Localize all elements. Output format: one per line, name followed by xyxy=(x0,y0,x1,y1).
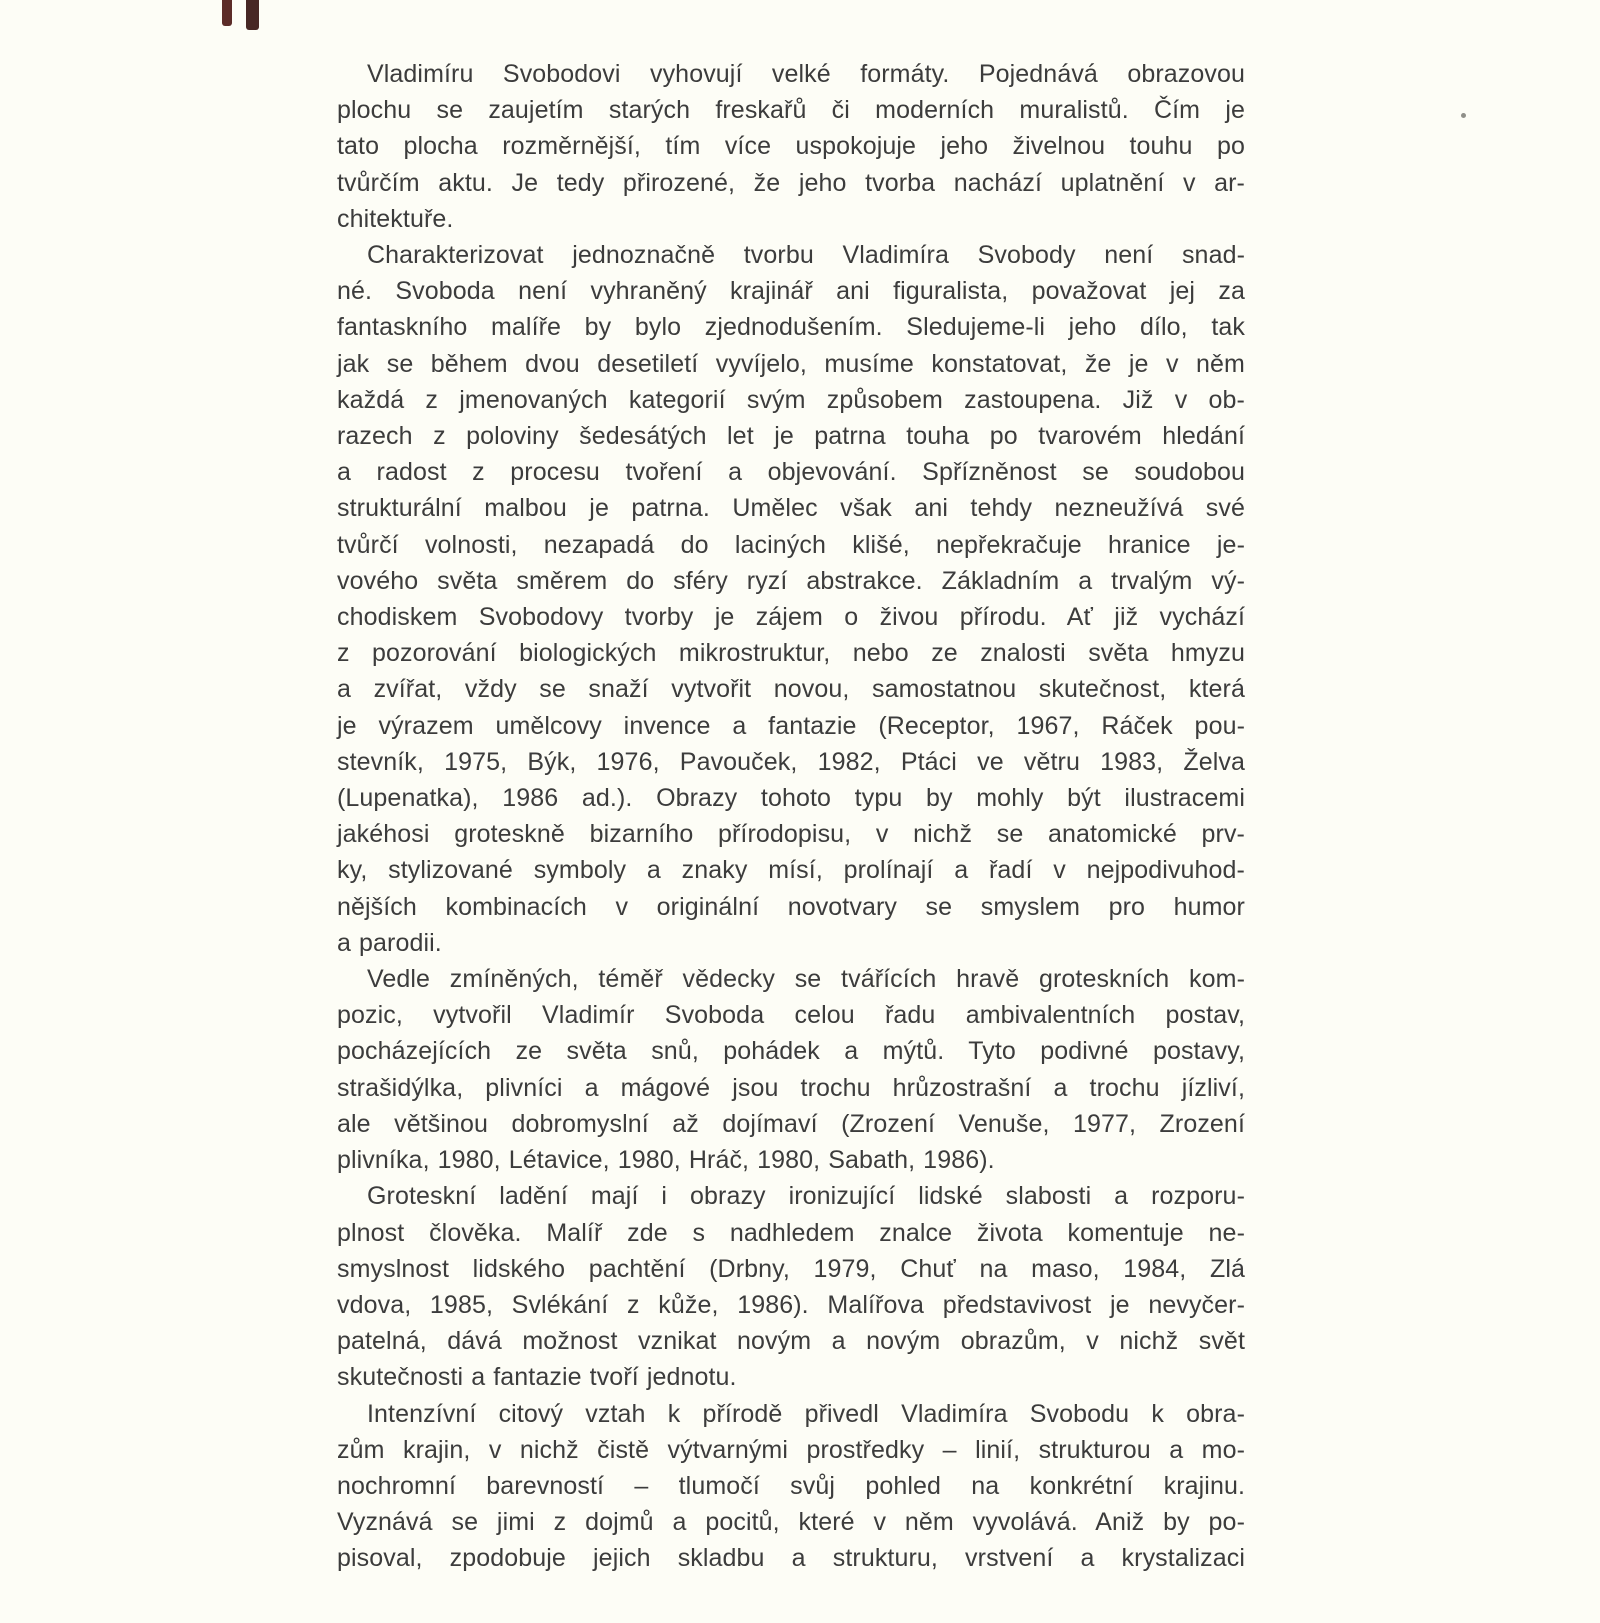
text-line: Intenzívní citový vztah k přírodě přivedl Vladimíra Svobodu k obra- xyxy=(367,1399,1245,1428)
text-line: a zvířat, vždy se snaží vytvořit novou, samostatnou skutečnost, která xyxy=(337,675,1245,704)
text-line: zům krajin, v nichž čistě výtvarnými prostředky – linií, strukturou a mo- xyxy=(337,1435,1245,1464)
text-line: chitektuře. xyxy=(337,204,454,233)
text-line: patelná, dává možnost vznikat novým a novým obrazům, v nichž svět xyxy=(337,1327,1245,1356)
text-line: každá z jmenovaných kategorií svým způsobem zastoupena. Již v ob- xyxy=(337,385,1245,414)
body-text-block xyxy=(337,56,1245,1577)
paragraph xyxy=(337,56,1245,237)
paragraph xyxy=(337,1396,1245,1577)
text-line: ky, stylizované symboly a znaky mísí, prolínají a řadí v nejpodivuhod- xyxy=(337,856,1245,885)
text-line: tvůrčím aktu. Je tedy přirozené, že jeho tvorba nachází uplatnění v ar- xyxy=(337,168,1245,197)
text-line: Vedle zmíněných, téměř vědecky se tvářících hravě groteskních kom- xyxy=(367,965,1245,994)
text-line: chodiskem Svobodovy tvorby je zájem o živou přírodu. Ať již vychází xyxy=(337,603,1245,632)
scan-artifact-dot xyxy=(1461,113,1466,118)
text-line: stevník, 1975, Býk, 1976, Pavouček, 1982, Ptáci ve větru 1983, Želva xyxy=(337,747,1245,776)
text-line: smyslnost lidského pachtění (Drbny, 1979, Chuť na maso, 1984, Zlá xyxy=(337,1254,1245,1283)
text-line: pocházejících ze světa snů, pohádek a mýtů. Tyto podivné postavy, xyxy=(337,1037,1245,1066)
text-line: nochromní barevností – tlumočí svůj pohled na konkrétní krajinu. xyxy=(337,1471,1245,1500)
text-line: Charakterizovat jednoznačně tvorbu Vladimíra Svobody není snad- xyxy=(367,241,1245,270)
text-line: z pozorování biologických mikrostruktur, nebo ze znalosti světa hmyzu xyxy=(337,639,1245,668)
text-line: (Lupenatka), 1986 ad.). Obrazy tohoto typu by mohly být ilustracemi xyxy=(337,784,1245,813)
text-line: Groteskní ladění mají i obrazy ironizující lidské slabosti a rozporu- xyxy=(367,1182,1245,1211)
text-line: plivníka, 1980, Létavice, 1980, Hráč, 1980, Sabath, 1986). xyxy=(337,1146,995,1175)
paragraph xyxy=(337,237,1245,961)
text-line: nějších kombinacích v originální novotvary se smyslem pro humor xyxy=(337,892,1245,921)
text-line: jak se během dvou desetiletí vyvíjelo, musíme konstatovat, že je v něm xyxy=(337,349,1245,378)
scan-artifact-mark xyxy=(222,0,232,26)
text-line: je výrazem umělcovy invence a fantazie (Receptor, 1967, Ráček pou- xyxy=(337,711,1245,740)
text-line: tvůrčí volnosti, nezapadá do laciných klišé, nepřekračuje hranice je- xyxy=(337,530,1245,559)
text-line: Vyznává se jimi z dojmů a pocitů, které v něm vyvolává. Aniž by po- xyxy=(337,1508,1245,1537)
text-line: tato plocha rozměrnější, tím více uspokojuje jeho živelnou touhu po xyxy=(337,132,1245,161)
text-line: ale většinou dobromyslní až dojímaví (Zrození Venuše, 1977, Zrození xyxy=(337,1109,1245,1138)
text-line: fantaskního malíře by bylo zjednodušením. Sledujeme-li jeho dílo, tak xyxy=(337,313,1245,342)
paragraph xyxy=(337,1178,1245,1395)
text-line: strašidýlka, plivníci a mágové jsou trochu hrůzostrašní a trochu jízliví, xyxy=(337,1073,1245,1102)
text-line: a radost z procesu tvoření a objevování. Spřízněnost se soudobou xyxy=(337,458,1245,487)
text-line: strukturální malbou je patrna. Umělec však ani tehdy nezneužívá své xyxy=(337,494,1245,523)
text-line: pisoval, zpodobuje jejich skladbu a strukturu, vrstvení a krystalizaci xyxy=(337,1544,1245,1573)
text-line: jakéhosi groteskně bizarního přírodopisu, v nichž se anatomické prv- xyxy=(337,820,1245,849)
text-line: né. Svoboda není vyhraněný krajinář ani figuralista, považovat jej za xyxy=(337,277,1245,306)
text-line: plochu se zaujetím starých freskařů či moderních muralistů. Čím je xyxy=(337,96,1245,125)
text-line: plnost člověka. Malíř zde s nadhledem znalce života komentuje ne- xyxy=(337,1218,1245,1247)
text-line: Vladimíru Svobodovi vyhovují velké formáty. Pojednává obrazovou xyxy=(367,60,1245,88)
text-line: skutečnosti a fantazie tvoří jednotu. xyxy=(337,1363,737,1392)
text-line: a parodii. xyxy=(337,928,442,957)
scan-artifact-mark xyxy=(246,0,259,30)
text-line: pozic, vytvořil Vladimír Svoboda celou řadu ambivalentních postav, xyxy=(337,1001,1245,1030)
paragraph xyxy=(337,961,1245,1178)
text-line: razech z poloviny šedesátých let je patrna touha po tvarovém hledání xyxy=(337,422,1245,451)
text-line: vového světa směrem do sféry ryzí abstrakce. Základním a trvalým vý- xyxy=(337,566,1245,595)
text-line: vdova, 1985, Svlékání z kůže, 1986). Malířova představivost je nevyčer- xyxy=(337,1290,1245,1319)
